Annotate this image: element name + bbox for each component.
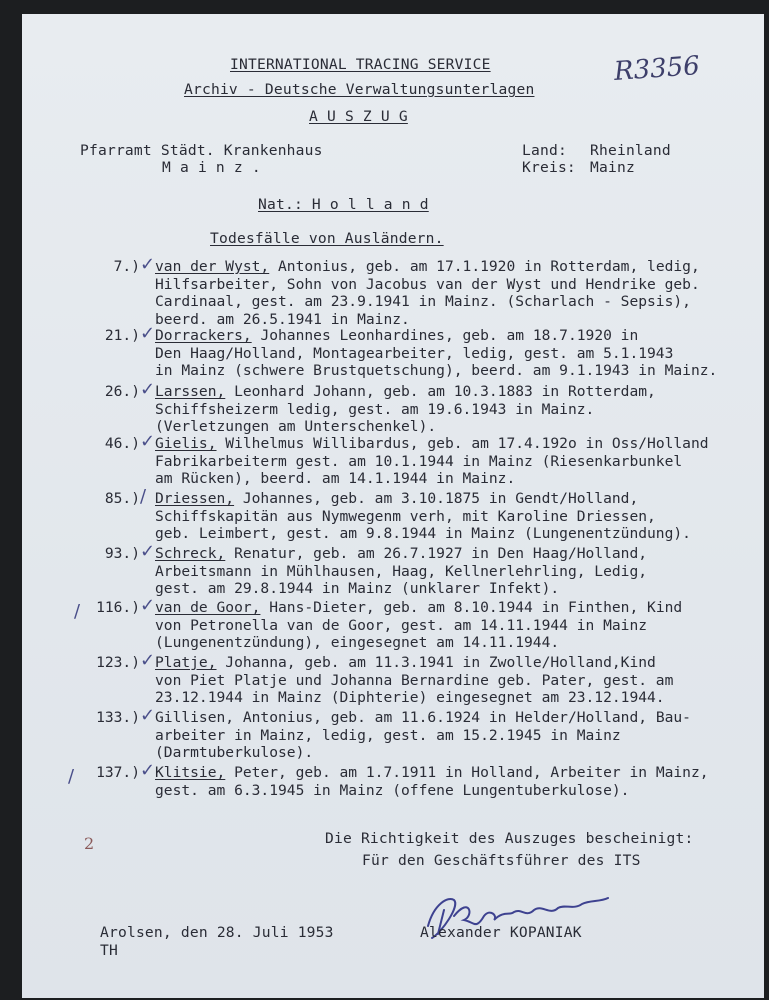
kreis-label: Kreis:	[522, 159, 576, 176]
subject-heading: Todesfälle von Ausländern.	[210, 230, 444, 247]
signatory-name: Alexander KOPANIAK	[420, 924, 582, 941]
entry-number: 26.)	[104, 383, 140, 400]
entry-text: Driessen, Johannes, geb. am 3.10.1875 in Gendt/Holland, Schiffskapitän aus Nymwegenm verh, mit Karoline Driessen, geb. Leimbert, gest. am 9.8.1944 in Mainz (Lungenentzündung).	[155, 490, 691, 542]
check-mark-icon: ✓	[140, 595, 156, 616]
entry-number: 46.)	[104, 435, 140, 452]
document-type: A U S Z U G	[309, 108, 408, 125]
land-value: Rheinland	[590, 142, 671, 159]
document-page	[22, 14, 764, 998]
entry-number: 116.)	[96, 599, 140, 616]
entry-text: Larssen, Leonhard Johann, geb. am 10.3.1883 in Rotterdam, Schiffsheizerm ledig, gest. am 19.6.1943 in Mainz. (Verletzungen am Unterschenkel).	[155, 383, 656, 435]
certification-line-2: Für den Geschäftsführer des ITS	[362, 852, 641, 869]
check-mark-icon: ✓	[140, 760, 156, 781]
entry-number: 85.)	[104, 490, 140, 507]
certification-line-1: Die Richtigkeit des Auszuges bescheinigt:	[325, 830, 694, 847]
entry-text: van de Goor, Hans-Dieter, geb. am 8.10.1944 in Finthen, Kind von Petronella van de Goor, gest. am 14.11.1944 in Mainz (Lungenentzündung), eingesegnet am 14.11.1944.	[155, 599, 683, 651]
handwritten-reference: R3356	[613, 51, 701, 87]
source-city: M a i n z .	[162, 159, 261, 176]
entry-text: Gielis, Wilhelmus Willibardus, geb. am 17.4.192o in Oss/Holland Fabrikarbeiterm gest. am 10.1.1944 in Mainz (Riesenkarbunkel am Rücken), beerd. am 14.1.1944 in Mainz.	[155, 435, 709, 487]
entry-number: 93.)	[104, 545, 140, 562]
check-mark-icon: ✓	[140, 379, 156, 400]
source-office: Pfarramt Städt. Krankenhaus	[80, 142, 323, 159]
entry-text: Klitsie, Peter, geb. am 1.7.1911 in Holland, Arbeiter in Mainz, gest. am 6.3.1945 in Mainz (offene Lungentuberkulose).	[155, 764, 709, 799]
archive-title: Archiv - Deutsche Verwaltungsunterlagen	[184, 81, 535, 98]
entry-text: Gillisen, Antonius, geb. am 11.6.1924 in Helder/Holland, Bau- arbeiter in Mainz, ledig, gest. am 15.2.1945 in Mainz (Darmtuberkulose).	[155, 709, 691, 761]
org-title: INTERNATIONAL TRACING SERVICE	[230, 56, 491, 73]
typist-initials: TH	[100, 942, 118, 959]
entry-number: 133.)	[96, 709, 140, 726]
entry-number: 123.)	[96, 654, 140, 671]
page-mark: 2	[84, 834, 95, 853]
check-mark-icon: ✓	[140, 431, 156, 452]
check-mark-icon: ✓	[140, 323, 156, 344]
place-date: Arolsen, den 28. Juli 1953	[100, 924, 334, 941]
nationality-heading: Nat.: H o l l a n d	[258, 196, 429, 213]
entry-number: 137.)	[96, 764, 140, 781]
check-mark-icon: ✓	[140, 541, 156, 562]
entry-text: Schreck, Renatur, geb. am 26.7.1927 in Den Haag/Holland, Arbeitsmann in Mühlhausen, Haag, Kellnerlehrling, Ledig, gest. am 29.8.1944 in Mainz (unklarer Infekt).	[155, 545, 648, 597]
check-mark-icon: /	[68, 766, 75, 787]
check-mark-icon: /	[74, 601, 81, 622]
check-mark-icon: ✓	[140, 705, 156, 726]
entry-number: 21.)	[104, 327, 140, 344]
check-mark-icon: ✓	[140, 254, 156, 275]
entry-text: Dorrackers, Johannes Leonhardines, geb. am 18.7.1920 in Den Haag/Holland, Montagearbeiter, ledig, gest. am 5.1.1943 in Mainz (schwere Brustquetschung), beerd. am 9.1.1943 in Mainz.	[155, 327, 718, 379]
entry-number: 7.)	[113, 258, 140, 275]
kreis-value: Mainz	[590, 159, 635, 176]
land-label: Land:	[522, 142, 567, 159]
entry-text: Platje, Johanna, geb. am 11.3.1941 in Zwolle/Holland,Kind von Piet Platje und Johanna Bernardine geb. Pater, gest. am 23.12.1944 in Mainz (Diphterie) eingesegnet am 23.12.1944.	[155, 654, 674, 706]
check-mark-icon: /	[140, 486, 147, 507]
check-mark-icon: ✓	[140, 650, 156, 671]
entry-text: van der Wyst, Antonius, geb. am 17.1.1920 in Rotterdam, ledig, Hilfsarbeiter, Sohn von Jacobus van der Wyst und Hendrike geb. Cardinaal, gest. am 23.9.1941 in Mainz. (Scharlach - Sepsis), beerd. am 26.5.1941 in Mainz.	[155, 258, 700, 328]
